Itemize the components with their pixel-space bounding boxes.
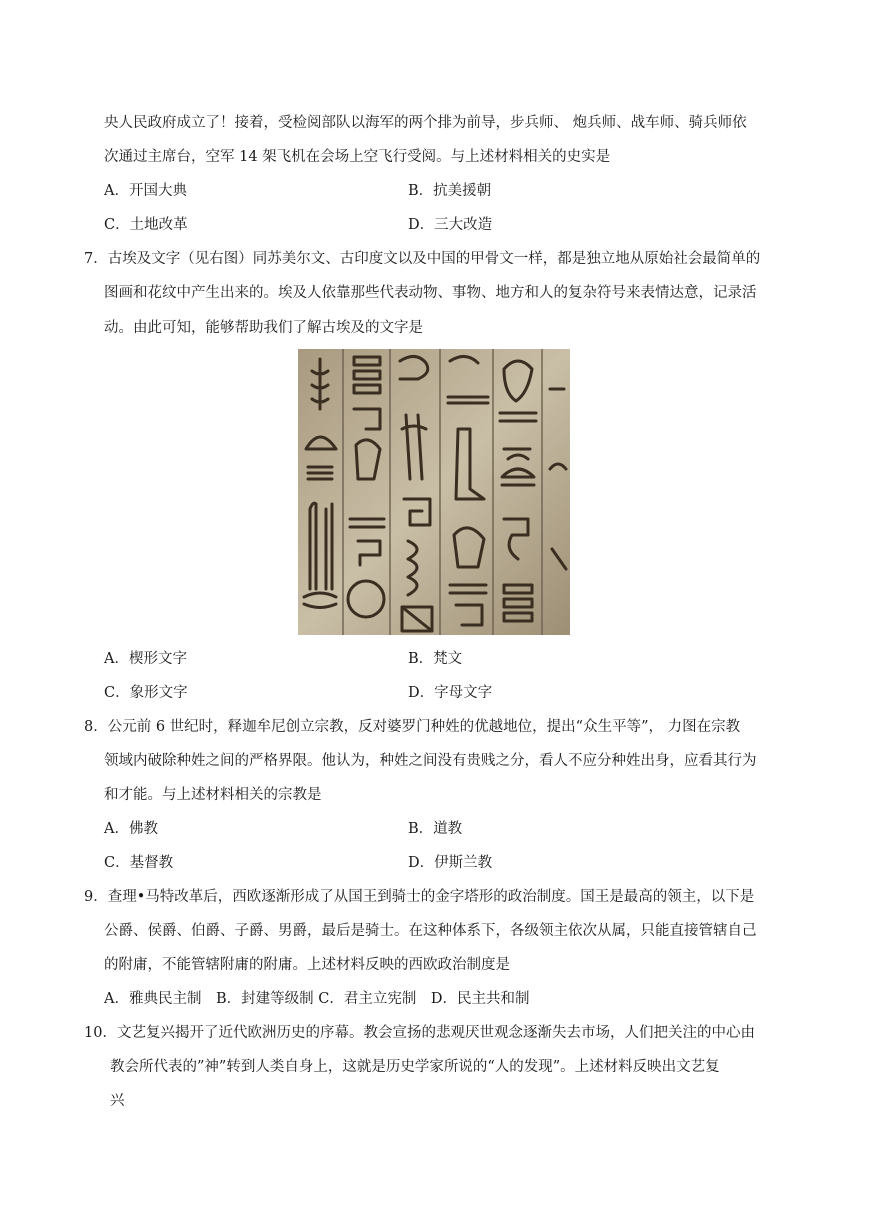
q6-option-b: B．抗美援朝 xyxy=(408,183,492,199)
q7-line-3: 动。由此可知，能够帮助我们了解古埃及的文字是 xyxy=(104,320,423,336)
q6-line-1: 央人民政府成立了！接着，受检阅部队以海军的两个排为前导，步兵师、 炮兵师、战车师、骑兵师依 xyxy=(104,115,747,131)
q7-option-a: A．楔形文字 xyxy=(104,651,187,667)
q9-line-3: 的附庸，不能管辖附庸的附庸。上述材料反映的西欧政治制度是 xyxy=(104,957,510,973)
hieroglyph-image xyxy=(298,349,570,635)
q7-option-d: D．字母文字 xyxy=(408,685,493,701)
q6-line-2: 次通过主席台，空军 14 架飞机在会场上空飞行受阅。与上述材料相关的史实是 xyxy=(104,149,611,165)
q9-line-2: 公爵、侯爵、伯爵、子爵、男爵，最后是骑士。在这种体系下，各级领主依次从属，只能直接管辖自己 xyxy=(104,923,757,939)
q8-option-a: A．佛教 xyxy=(104,821,158,837)
q9-options: A．雅典民主制 B．封建等级制 C．君主立宪制 D．民主共和制 xyxy=(104,991,530,1007)
q10-line-3: 兴 xyxy=(110,1093,125,1109)
q6-option-d: D．三大改造 xyxy=(408,217,493,233)
q7-option-c: C．象形文字 xyxy=(104,685,188,701)
q10-line-1: 10．文艺复兴揭开了近代欧洲历史的序幕。教会宣扬的悲观厌世观念逐渐失去市场，人们把关注的中心由 xyxy=(84,1025,755,1041)
q7-option-b: B．梵文 xyxy=(408,651,463,667)
q8-option-d: D．伊斯兰教 xyxy=(408,855,493,871)
q10-line-2: 教会所代表的”神”转到人类自身上，这就是历史学家所说的“人的发现”。上述材料反映出文艺复 xyxy=(110,1059,720,1075)
q8-line-3: 和才能。与上述材料相关的宗教是 xyxy=(104,787,322,803)
q7-line-2: 图画和花纹中产生出来的。埃及人依靠那些代表动物、事物、地方和人的复杂符号来表情达意，记录活 xyxy=(104,285,757,301)
q8-line-2: 领域内破除种姓之间的严格界限。他认为，种姓之间没有贵贱之分，看人不应分种姓出身，应看其行为 xyxy=(104,753,757,769)
q8-option-c: C．基督教 xyxy=(104,855,174,871)
q6-option-a: A．开国大典 xyxy=(104,183,187,199)
q7-line-1: 7．古埃及文字（见右图）同苏美尔文、古印度文以及中国的甲骨文一样，都是独立地从原始社会最简单的 xyxy=(84,251,761,267)
q8-option-b: B．道教 xyxy=(408,821,463,837)
q6-option-c: C．土地改革 xyxy=(104,217,188,233)
q8-line-1: 8．公元前 6 世纪时，释迦牟尼创立宗教，反对婆罗门种姓的优越地位，提出“众生平等”， 力图在宗教 xyxy=(84,719,741,735)
q9-line-1: 9．查理•马特改革后，西欧逐渐形成了从国王到骑士的金字塔形的政治制度。国王是最高的领主，以下是 xyxy=(84,889,755,905)
